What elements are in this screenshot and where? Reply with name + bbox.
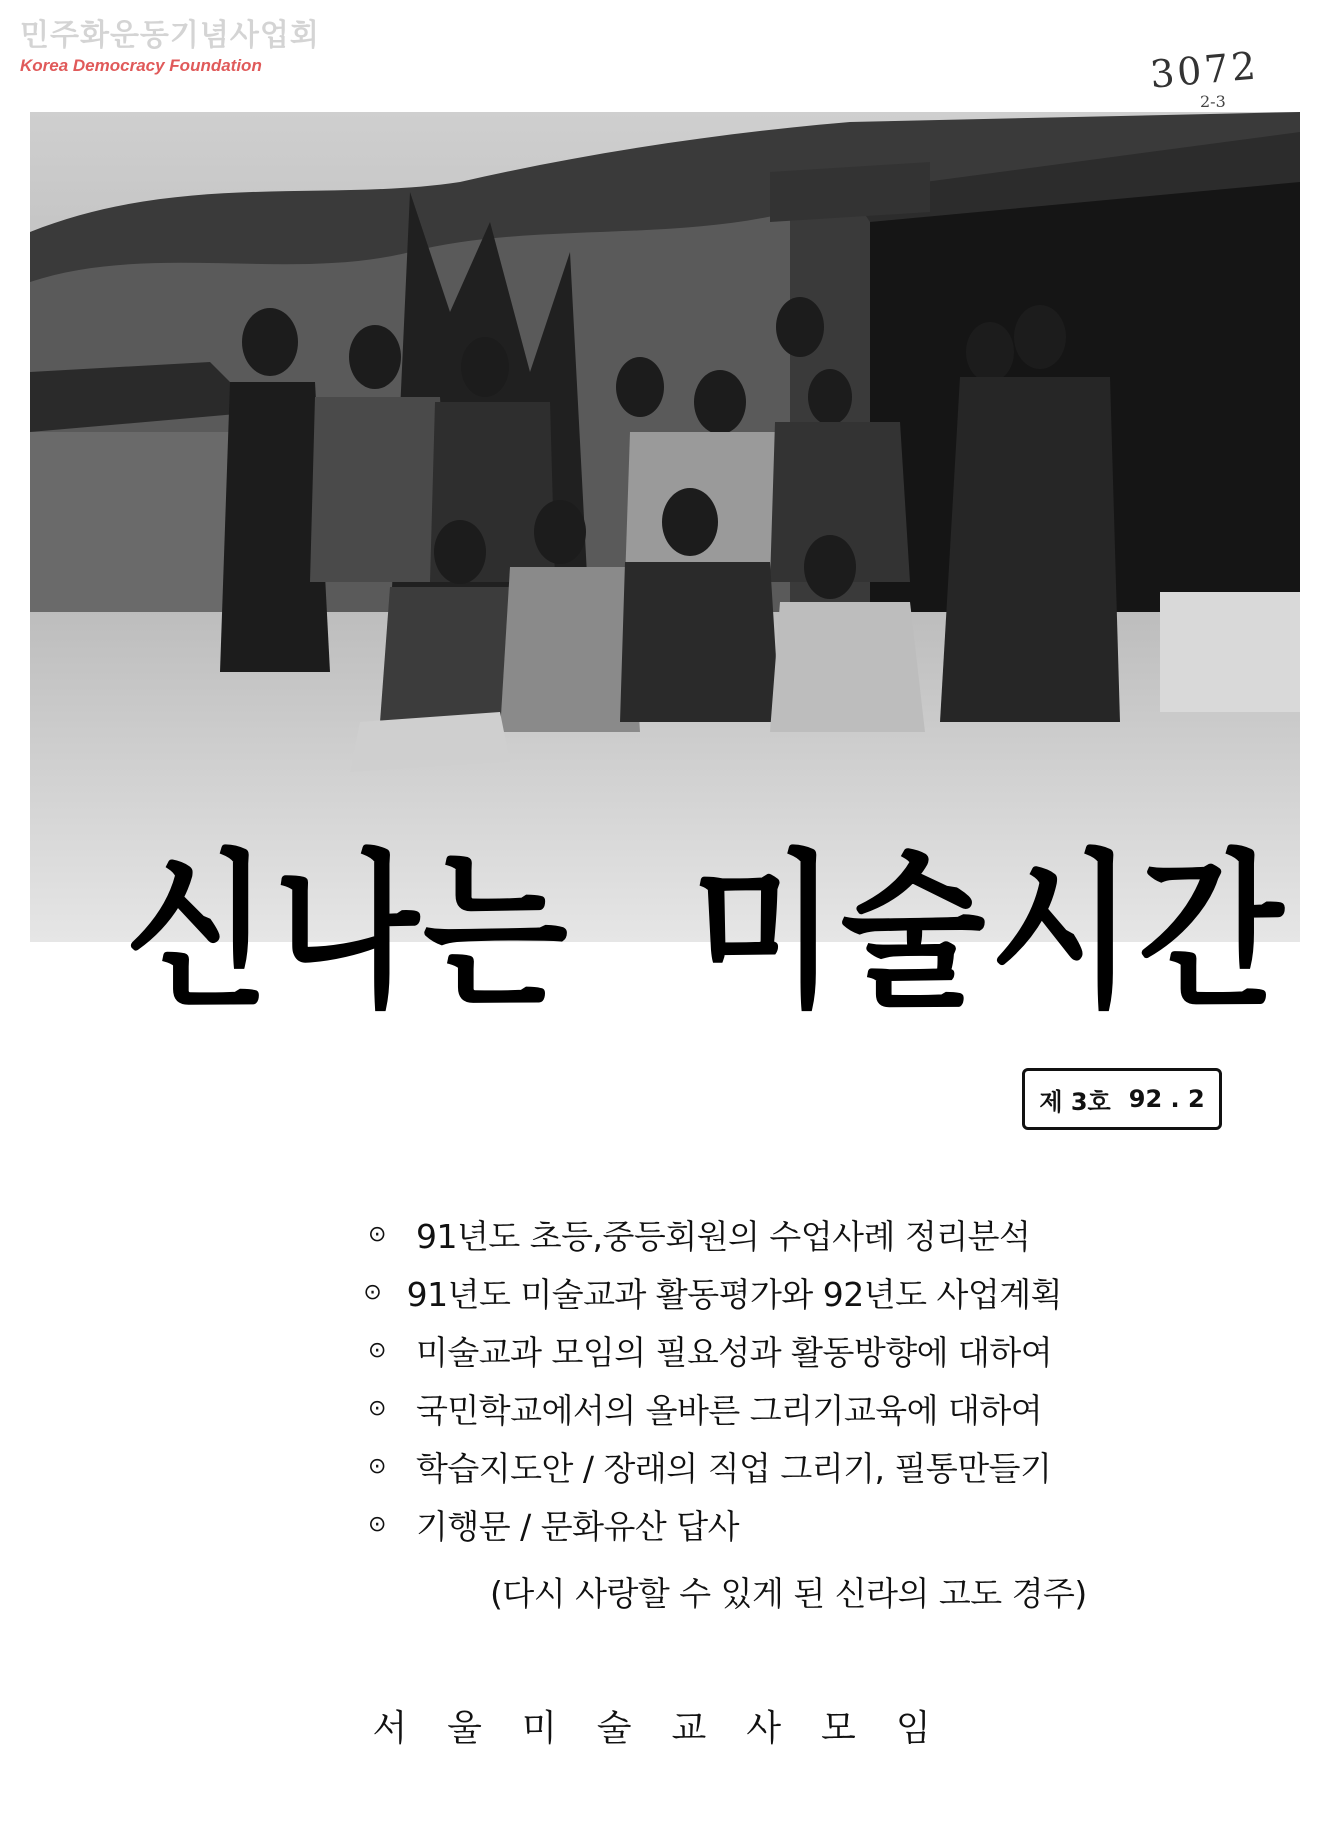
contents-list	[362, 1205, 1062, 1553]
magazine-title	[125, 835, 1288, 1031]
bullet-icon: ⊙	[368, 1337, 386, 1363]
contents-item-text: 학습지도안 / 장래의 직업 그리기, 필통만들기	[416, 1448, 1052, 1488]
bullet-icon: ⊙	[368, 1395, 386, 1421]
contents-item	[362, 1495, 1062, 1553]
watermark	[20, 18, 320, 76]
bullet-icon: ⊙	[368, 1511, 386, 1537]
publisher-name: 서울미술교사모임	[372, 1708, 971, 1749]
contents-item-text: 국민학교에서의 올바른 그리기교육에 대하여	[416, 1390, 1043, 1430]
contents-item	[362, 1321, 1062, 1379]
contents-item-text: 91년도 초등,중등회원의 수업사례 정리분석	[416, 1216, 1031, 1256]
contents-subtitle: (다시 사랑할 수 있게 된 신라의 고도 경주)	[490, 1574, 1087, 1613]
title-part-1: 신나는	[125, 835, 572, 1031]
cover-photo	[30, 112, 1300, 942]
watermark-english: Korea Democracy Foundation	[20, 56, 262, 75]
contents-item-text: 91년도 미술교과 활동평가와 92년도 사업계획	[406, 1274, 1062, 1314]
contents-item	[362, 1263, 1062, 1321]
archive-subnumber: 2-3	[1200, 92, 1226, 111]
contents-item-text: 미술교과 모임의 필요성과 활동방향에 대하여	[416, 1332, 1053, 1372]
title-part-2: 미술시간	[691, 835, 1288, 1031]
contents-item-text: 기행문 / 문화유산 답사	[416, 1506, 739, 1546]
contents-item	[362, 1205, 1062, 1263]
bullet-icon: ⊙	[363, 1279, 382, 1305]
bullet-icon: ⊙	[368, 1453, 386, 1479]
bullet-icon: ⊙	[368, 1221, 386, 1247]
issue-date: 92 . 2	[1128, 1085, 1205, 1113]
issue-box	[1022, 1068, 1222, 1130]
issue-number: 제 3호	[1039, 1087, 1111, 1116]
contents-item	[362, 1379, 1062, 1437]
archive-number: 3072	[1148, 43, 1261, 97]
contents-item	[362, 1437, 1062, 1495]
watermark-korean: 민주화운동기념사업회	[20, 18, 320, 53]
